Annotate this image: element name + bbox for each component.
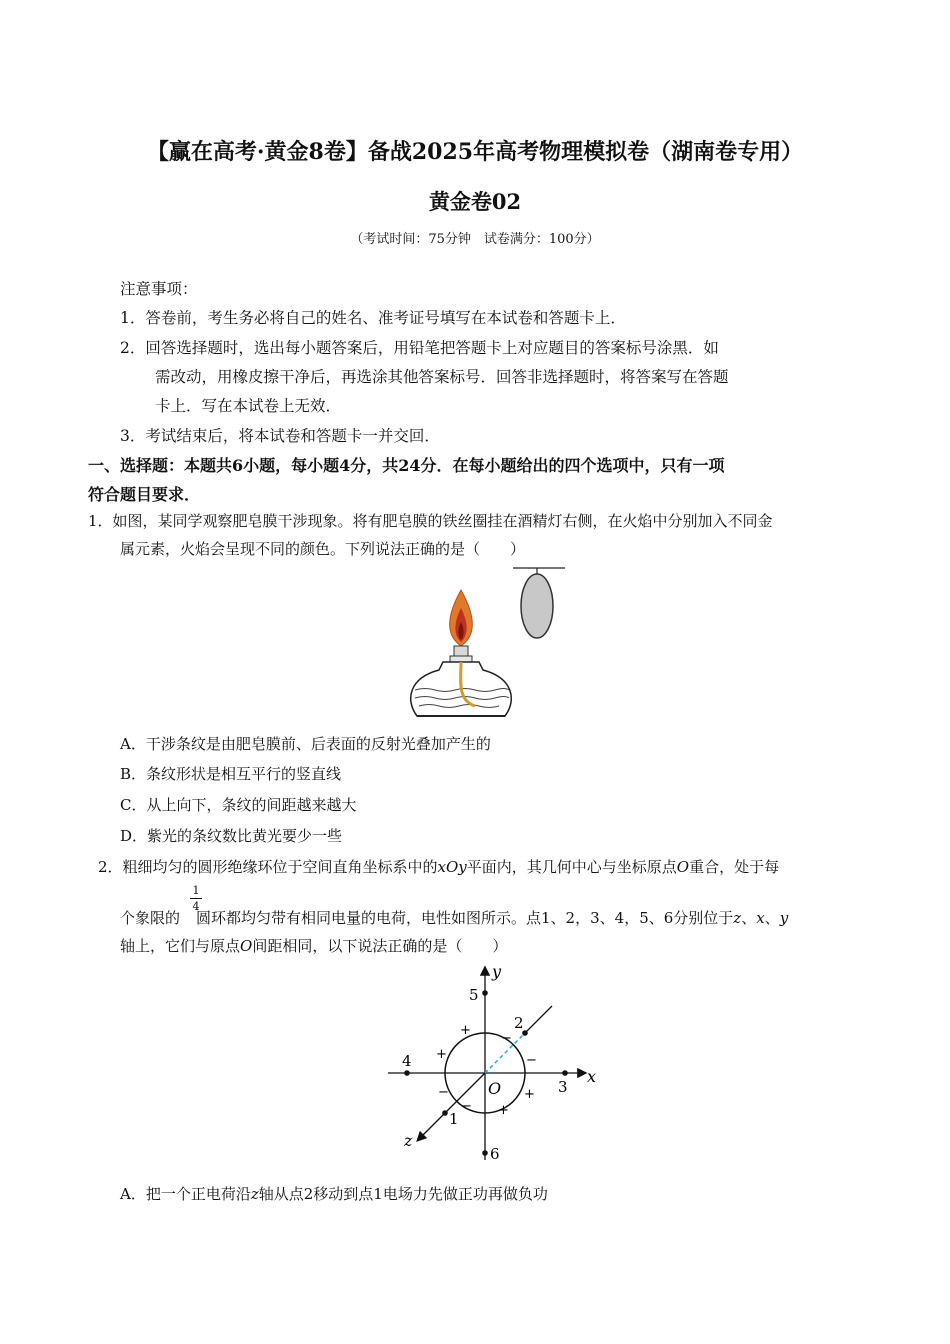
alcohol-lamp-figure bbox=[405, 560, 575, 725]
section-heading: 一、选择题：本题共6小题，每小题4分，共24分．在每小题给出的四个选项中，只有一项 bbox=[88, 456, 725, 475]
question-1-stem: 1．如图，某同学观察肥皂膜干涉现象。将有肥皂膜的铁丝圈挂在酒精灯右侧，在火焰中分别加入不同金 bbox=[88, 512, 773, 530]
svg-text:+: + bbox=[460, 1023, 471, 1038]
svg-text:5: 5 bbox=[469, 986, 479, 1004]
svg-text:−: − bbox=[438, 1085, 449, 1100]
svg-text:2: 2 bbox=[514, 1014, 524, 1032]
svg-text:−: − bbox=[501, 1031, 512, 1046]
section-heading-cont: 符合题目要求． bbox=[88, 485, 201, 504]
svg-text:1: 1 bbox=[449, 1110, 459, 1128]
svg-text:3: 3 bbox=[558, 1078, 568, 1096]
svg-text:z: z bbox=[404, 1131, 413, 1150]
notice-item-3: 3．考试结束后，将本试卷和答题卡一并交回． bbox=[120, 427, 440, 445]
svg-text:−: − bbox=[526, 1053, 537, 1068]
exam-info: （考试时间：75分钟 试卷满分：100分） bbox=[350, 232, 600, 247]
svg-text:x: x bbox=[587, 1067, 597, 1086]
q1-option-b: B．条纹形状是相互平行的竖直线 bbox=[120, 765, 342, 783]
fraction-one-quarter: 1 4 bbox=[190, 884, 202, 913]
question-2-stem: 2．粗细均匀的圆形绝缘环位于空间直角坐标系中的xOy平面内，其几何中心与坐标原点O重合，处于每 bbox=[98, 858, 780, 876]
svg-text:+: + bbox=[498, 1103, 509, 1118]
q1-option-c: C．从上向下，条纹的间距越来越大 bbox=[120, 796, 357, 814]
notice-item-2: 2．回答选择题时，选出每小题答案后，用铅笔把答题卡上对应题目的答案标号涂黑．如 bbox=[120, 339, 719, 357]
notice-item-2-cont: 需改动，用橡皮擦干净后，再选涂其他答案标号．回答非选择题时，将答案写在答题 bbox=[155, 368, 729, 386]
notice-heading: 注意事项： bbox=[120, 280, 198, 298]
question-1-stem-cont: 属元素，火焰会呈现不同的颜色。下列说法正确的是（ ） bbox=[120, 540, 526, 558]
svg-text:+: + bbox=[436, 1047, 447, 1062]
notice-item-2-cont2: 卡上．写在本试卷上无效． bbox=[155, 397, 342, 415]
soap-film bbox=[521, 574, 553, 638]
svg-text:y: y bbox=[492, 962, 502, 981]
page-title: 【赢在高考·黄金8卷】备战2025年高考物理模拟卷（湖南卷专用） bbox=[146, 139, 804, 165]
page-subtitle: 黄金卷02 bbox=[428, 189, 522, 214]
q1-option-d: D．紫光的条纹数比黄光要少一些 bbox=[120, 827, 343, 845]
svg-text:−: − bbox=[461, 1099, 472, 1114]
svg-text:O: O bbox=[488, 1079, 502, 1098]
svg-text:+: + bbox=[524, 1087, 535, 1102]
question-2-stem-cont2: 轴上，它们与原点O间距相同，以下说法正确的是（ ） bbox=[120, 937, 508, 955]
notice-item-1: 1．答卷前，考生务必将自己的姓名、准考证号填写在本试卷和答题卡上． bbox=[120, 309, 626, 327]
question-2-stem-cont: 个象限的 圆环都均匀带有相同电量的电荷，电性如图所示。点1、2，3、4，5、6分别位于z、x、y bbox=[120, 909, 789, 927]
q2-option-a: A．把一个正电荷沿z轴从点2移动到点1电场力先做正功再做负功 bbox=[120, 1185, 548, 1203]
svg-text:4: 4 bbox=[402, 1052, 412, 1070]
q1-option-a: A．干涉条纹是由肥皂膜前、后表面的反射光叠加产生的 bbox=[120, 735, 491, 753]
charged-ring-figure bbox=[380, 960, 610, 1175]
svg-text:6: 6 bbox=[490, 1145, 500, 1163]
